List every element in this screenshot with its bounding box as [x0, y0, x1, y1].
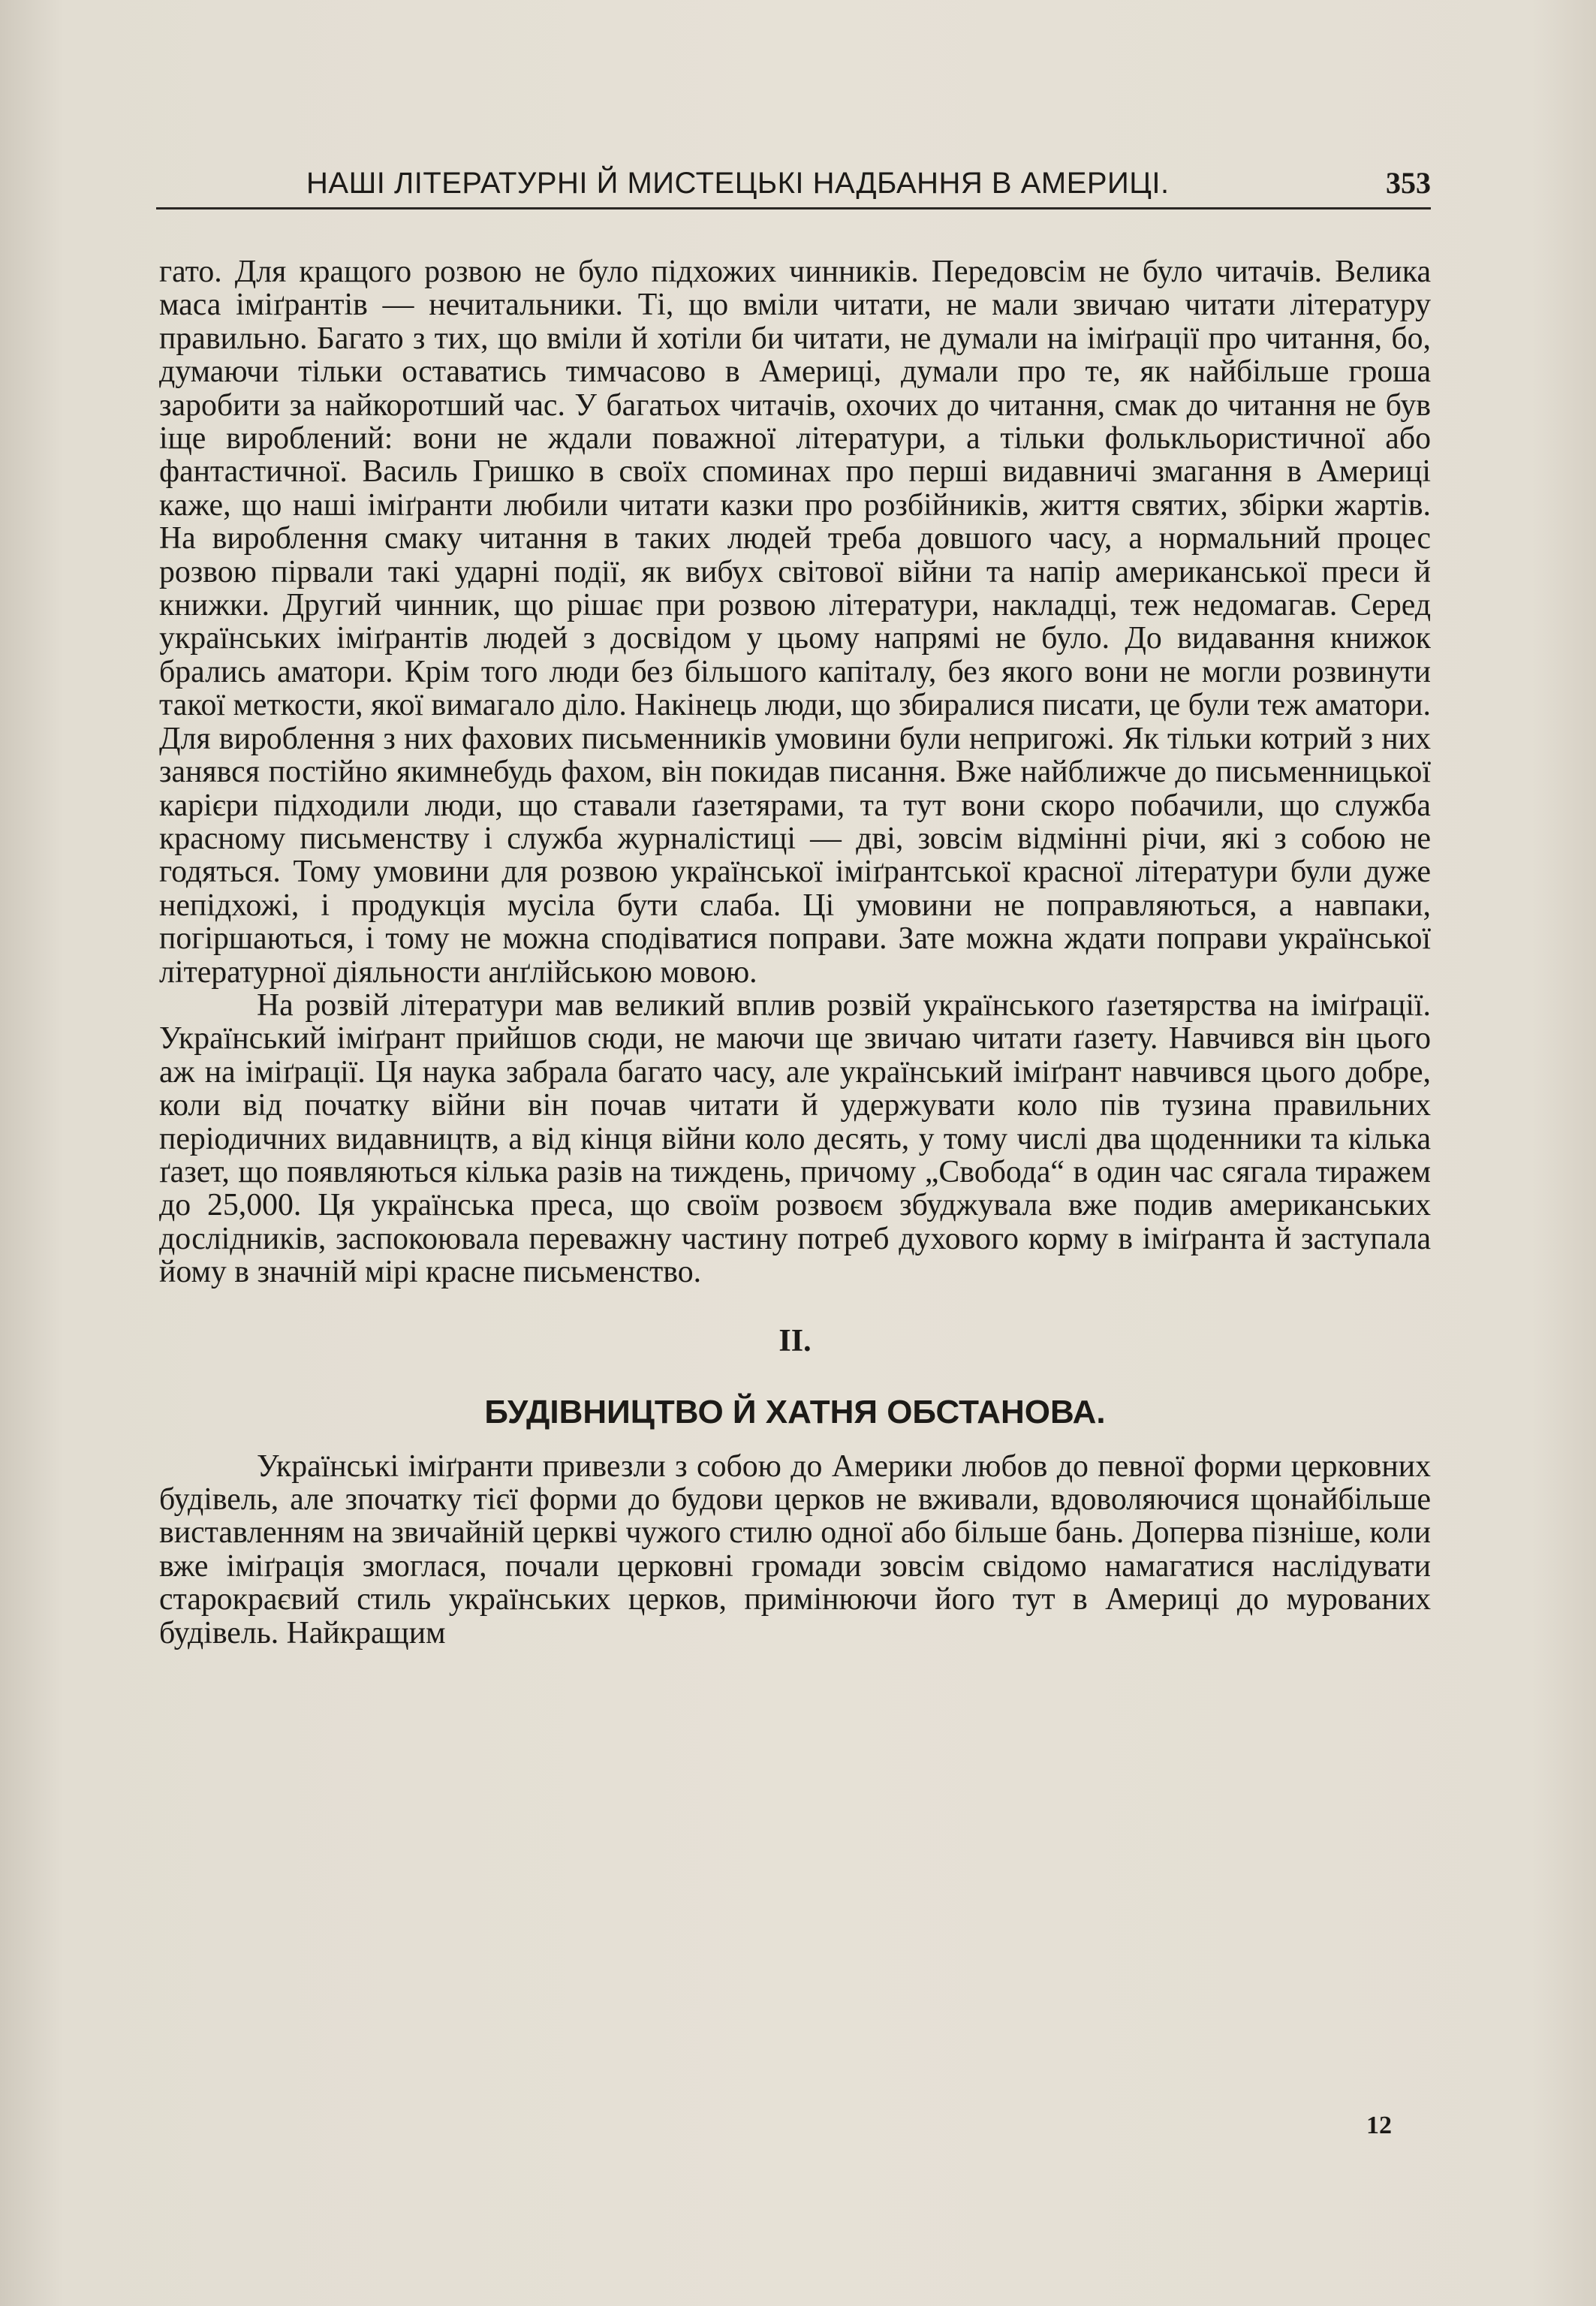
page-number: 353 [1386, 166, 1431, 200]
section-number: II. [778, 1323, 812, 1358]
signature-mark: 12 [1366, 2112, 1392, 2139]
section-title: БУДІВНИЦТВО Й ХАТНЯ ОБСТАНОВА. [484, 1393, 1106, 1430]
running-head: НАШІ ЛІТЕРАТУРНІ Й МИСТЕЦЬКІ НАДБАННЯ В АМЕРИЦІ. [306, 167, 1170, 200]
body-text [159, 255, 1431, 1650]
page-header [156, 159, 1431, 209]
section-paragraph: Українські іміґранти привезли з собою до Америки любов до певної форми церковних будівель, але зпочатку тієї форми до будови церков не вживали, вдоволяючися щонайбільше виставленням на звичайній церкві чужого стилю одної або більше бань. Доперва пізніше, коли вже іміґрація змоглася, почали церковні громади зовсім свідомо намагатися наслідувати старокраєвий стиль українських церков, примінюючи його тут в Америці до мурованих будівель. Найкращим [159, 1448, 1431, 1650]
paragraph-2: На розвій літератури мав великий вплив розвій українського ґазетярства на іміґрації. Український іміґрант прийшов сюди, не маючи ще звичаю читати ґазету. Навчився він цього аж на іміґрації. Ця наука забрала багато часу, але український іміґрант навчився цього добре, коли від початку війни він почав читати й удержувати коло пів тузина правильних періодичних видавництв, а від кінця війни коло десять, у тому числі два щоденники та кілька ґазет, що появляються кілька разів на тиждень, причому „Свобода“ в один час сягала тиражем до 25,000. Ця українська преса, що своїм розвоєм збуджувала вже подив американських дослідників, заспокоювала переважну частину потреб духового корму в іміґранта й заступала йому в значній мірі красне письменство. [159, 987, 1431, 1290]
paragraph-1: гато. Для кращого розвою не було підхожих чинників. Передовсім не було читачів. Велика маса іміґрантів — нечитальники. Ті, що вміли читати, не мали звичаю читати літературу правильно. Багато з тих, що вміли й хотіли би читати, не думали на іміґрації про читання, бо, думаючи тільки оставатись тимчасово в Америці, думали про те, як найбільше гроша заробити за найкоротший час. У багатьох читачів, охочих до читання, смак до читання не був іще вироблений: вони не ждали поважної літератури, а тільки фолькльористичної або фантастичної. Василь Гришко в своїх споминах про перші видавничі змагання в Америці каже, що наші іміґранти любили читати казки про розбійників, життя святих, збірки жартів. На вироблення смаку читання в таких людей треба довшого часу, а нормальний процес розвою пірвали такі ударні події, як вибух світової війни та напір американської преси й книжки. Другий чинник, що рішає при розвою літератури, накладці, теж недомагав. Серед українських іміґрантів людей з досвідом у цьому напрямі не було. До видавання книжок брались аматори. Крім того люди без більшого капіталу, без якого вони не могли розвинути такої меткости, якої вимагало діло. Накінець люди, що збиралися писати, це були теж аматори. Для вироблення з них фахових письменників умовини були непригожі. Як тільки котрий з них занявся постійно якимнебудь фахом, він покидав писання. Вже найближче до письменницької карієри підходили люди, що ставали ґазетярами, та тут вони скоро побачили, що служба красному письменству і служба журналістиці — дві, зовсім відмінні річи, які з собою не годяться. Тому умовини для розвою української іміґрантської красної літератури були дуже непідхожі, і продукція мусіла бути слаба. Ці умовини не поправляються, а навпаки, погіршаються, і тому не можна сподіватися поправи. Зате можна ждати поправи української літературної діяльности анґлійською мовою. [159, 255, 1431, 990]
